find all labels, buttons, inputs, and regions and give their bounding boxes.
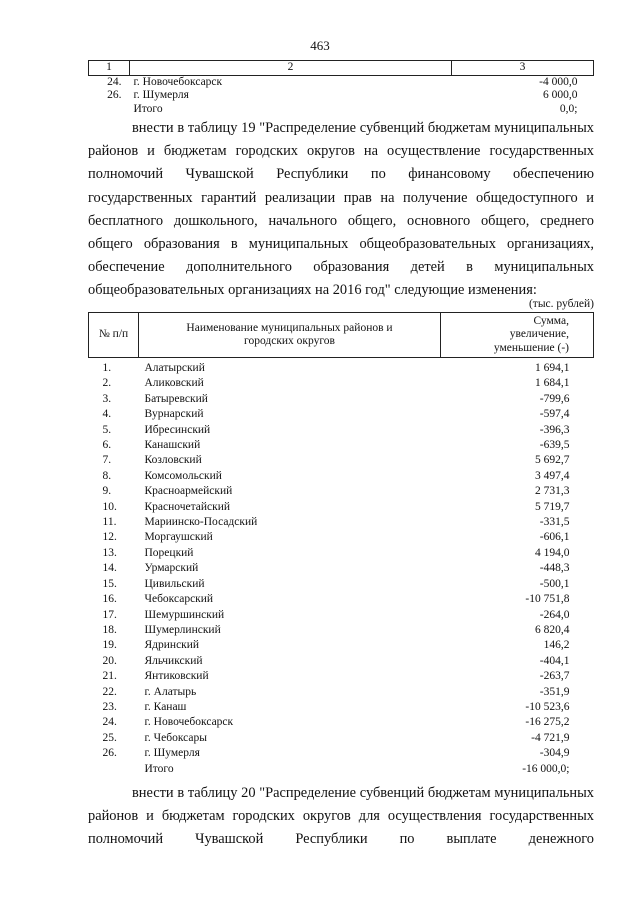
row-number: 25. [102,731,117,744]
row-value: -404,1 [539,654,570,667]
row-name: Вурнарский [144,408,204,421]
header-name: Наименование муниципальных районов и городских округов [139,313,441,358]
table-row [89,407,594,422]
row-name: Канашский [144,439,201,452]
table-row [89,500,594,515]
row-value: -304,9 [539,747,570,760]
row-value: 4 194,0 [535,546,570,559]
row-name: Моргаушский [144,531,213,544]
row-number: 11. [102,516,117,529]
total-label: Итого [133,102,163,115]
row-value: -264,0 [539,608,570,621]
row-name: Янтиковский [144,670,209,683]
subvention-table [88,312,594,777]
row-number: 24. [107,75,122,88]
column-header-3: 3 [452,61,594,76]
row-name: г. Шумерля [133,89,189,101]
row-name: Красноармейский [144,485,233,498]
table-row [89,469,594,484]
row-number: 15. [102,577,117,590]
paragraph-text: внести в таблицу 20 "Распределение субвенций бюджетам муниципальных районов и бюджетам городских округов для осуществления государственных полномочий Чувашской Республики по выплате денежного [88,785,594,848]
row-name: Аликовский [144,377,204,390]
continuation-table-header [89,61,594,76]
table-row [89,423,594,438]
table-row [89,685,594,700]
table-row [89,638,594,653]
row-number: 16. [102,593,117,606]
table-row [89,75,594,89]
table-row [89,515,594,530]
row-value: -4 721,9 [531,731,570,744]
row-number: 23. [102,700,117,713]
table-row [89,484,594,499]
row-value: -10 751,8 [525,593,570,606]
header-value: Сумма, увеличение, уменьшение (-) [441,313,594,358]
table-row [89,530,594,545]
table-row [89,453,594,468]
row-name: Мариинско-Посадский [144,516,258,529]
row-number: 2. [102,377,112,390]
row-number: 18. [102,623,117,636]
row-name: г. Канаш [144,700,187,713]
row-name: Яльчикский [144,654,203,667]
total-row [89,103,594,117]
row-name: Батыревский [144,392,208,405]
row-number: 4. [102,408,112,421]
table-header [89,313,594,358]
row-value: -799,6 [539,392,570,405]
table-row [89,731,594,746]
row-number: 8. [102,469,112,482]
row-number: 5. [102,423,112,436]
row-value: -331,5 [539,516,570,529]
row-number: 26. [107,89,122,101]
row-value: 1 694,1 [535,362,570,374]
paragraph-text: внести в таблицу 19 "Распределение субвенций бюджетам муниципальных районов и бюджетам городских округов на осуществление государственных полномочий Чувашской Республики по финансовому обеспечению государственных гарантий реализации прав на получение общедоступного и бесплатного дошкольного, начального общего, основного общего, среднего общего образования в муниципальных общеобразовательных организациях, обеспечение дополнительного образования детей в муниципальных общеобразовательных организациях на 2016 год" следующие изменения: [88,120,594,299]
table-row [89,592,594,607]
continuation-table [88,60,594,116]
row-number: 22. [102,685,117,698]
table-row [89,561,594,576]
row-number: 20. [102,654,117,667]
table-row [89,608,594,623]
row-value: 2 731,3 [535,485,570,498]
row-value: -500,1 [539,577,570,590]
row-name: Ядринский [144,639,200,652]
table-row [89,654,594,669]
row-value: -16 275,2 [525,716,570,729]
row-name: Алатырский [144,362,205,374]
units-label: (тыс. рублей) [528,298,594,310]
row-name: Шемуршинский [144,608,225,621]
row-number: 10. [102,500,117,513]
row-number: 9. [102,485,112,498]
row-value: -639,5 [539,439,570,452]
row-value: 5 719,7 [535,500,570,513]
row-number: 24. [102,716,117,729]
row-name: Цивильский [144,577,205,590]
row-name: Комсомольский [144,469,222,482]
header-number: № п/п [89,313,139,358]
row-value: -10 523,6 [525,700,570,713]
paragraph-amendment-20 [88,782,594,852]
table-row [89,577,594,592]
row-value: 6 000,0 [543,89,578,101]
table-row [89,392,594,407]
row-name: Чебоксарский [144,593,214,606]
total-value: -16 000,0; [522,762,570,775]
row-number: 3. [102,392,112,405]
table-row [89,715,594,730]
row-value: -263,7 [539,670,570,683]
page-number: 463 [310,38,330,53]
row-name: Порецкий [144,546,194,559]
row-value: -606,1 [539,531,570,544]
row-number: 7. [102,454,112,467]
table-row [89,89,594,103]
row-number: 12. [102,531,117,544]
row-number: 6. [102,439,112,452]
column-header-1: 1 [89,61,130,76]
row-name: г. Алатырь [144,685,197,698]
paragraph-amendment-19 [88,117,594,303]
row-value: 6 820,4 [535,623,570,636]
total-label: Итого [144,762,174,775]
table-row [89,438,594,453]
row-number: 19. [102,639,117,652]
row-value: -597,4 [539,408,570,421]
table-row [89,623,594,638]
table-row [89,376,594,391]
row-value: 3 497,4 [535,469,570,482]
row-name: г. Шумерля [144,747,200,760]
row-name: Ибресинский [144,423,211,436]
row-value: 1 684,1 [535,377,570,390]
row-number: 14. [102,562,117,575]
row-name: Шумерлинский [144,623,221,636]
row-name: г. Чебоксары [144,731,207,744]
row-value: -4 000,0 [539,75,578,88]
row-name: Урмарский [144,562,199,575]
row-value: -448,3 [539,562,570,575]
table-row [89,669,594,684]
row-value: 5 692,7 [535,454,570,467]
row-number: 13. [102,546,117,559]
row-name: Красночетайский [144,500,231,513]
table-row [89,746,594,761]
row-value: 146,2 [543,639,570,652]
row-name: г. Новочебоксарск [144,716,234,729]
row-number: 26. [102,747,117,760]
row-number: 21. [102,670,117,683]
row-value: -396,3 [539,423,570,436]
table-row [89,546,594,561]
row-name: г. Новочебоксарск [133,75,223,88]
total-row [89,762,594,777]
row-number: 17. [102,608,117,621]
column-header-2: 2 [130,61,452,76]
row-name: Козловский [144,454,202,467]
row-number: 1. [102,362,112,374]
row-value: -351,9 [539,685,570,698]
table-row [89,700,594,715]
total-value: 0,0; [559,102,578,115]
table-row [89,358,594,377]
